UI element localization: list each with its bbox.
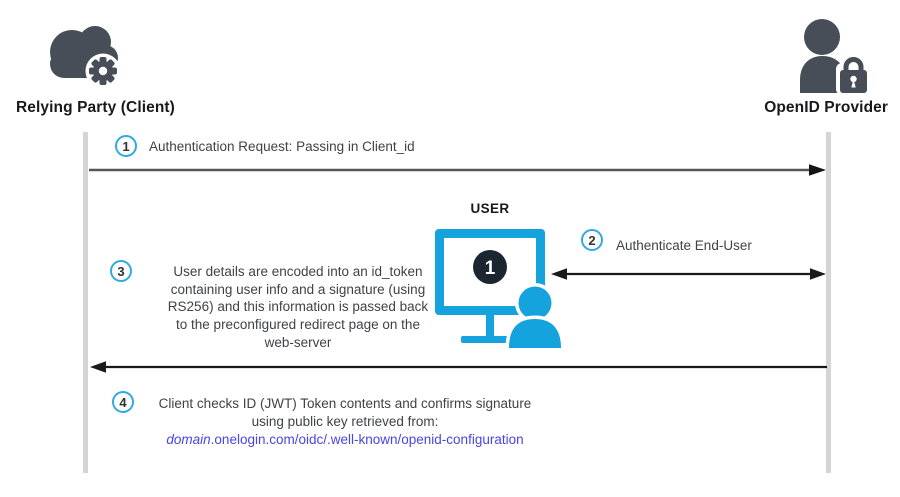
step4-number: 4 xyxy=(119,394,127,410)
lock-icon xyxy=(836,60,871,96)
openid-provider-label: OpenID Provider xyxy=(764,99,888,116)
step4-line2: using public key retrieved from: xyxy=(251,413,439,429)
lifeline-openid-provider xyxy=(826,132,831,473)
step3-line4: to the preconfigured redirect page on the xyxy=(176,317,420,333)
step3-number: 3 xyxy=(117,263,125,279)
cloud-gear-icon xyxy=(44,14,124,94)
step3-label xyxy=(143,263,453,352)
screen-badge-number: 1 xyxy=(484,258,496,279)
user-person-icon xyxy=(509,287,561,349)
step4-line1: Client checks ID (JWT) Token contents and confirms signature xyxy=(158,396,532,411)
user-label: USER xyxy=(470,201,510,216)
step3-line1: User details are encoded into an id_token xyxy=(173,264,423,279)
lifeline-relying-party xyxy=(83,132,88,473)
step3-number-badge xyxy=(110,260,132,282)
user-lock-icon xyxy=(796,16,872,96)
step4-label xyxy=(125,395,565,448)
step1-number: 1 xyxy=(122,138,130,154)
step2-number-badge xyxy=(581,229,603,251)
openid-configuration-link[interactable] xyxy=(125,431,565,449)
arrow-step3-left xyxy=(88,360,828,374)
step3-line5: web-server xyxy=(264,334,332,350)
step2-number: 2 xyxy=(588,232,596,248)
gear-icon xyxy=(89,57,117,85)
step3-line3: RS256) and this information is passed back xyxy=(167,299,429,315)
step3-line2: containing user info and a signature (using xyxy=(170,281,426,297)
arrow-step1-right xyxy=(87,163,827,177)
link-path-part: .onelogin.com/oidc/.well-known/openid-configuration xyxy=(210,431,524,447)
step1-number-badge xyxy=(115,135,137,157)
step1-label: Authentication Request: Passing in Client_id xyxy=(149,139,415,154)
relying-party-label: Relying Party (Client) xyxy=(16,99,175,116)
step2-label: Authenticate End-User xyxy=(616,238,752,253)
arrow-step2-bidirectional xyxy=(549,267,828,281)
link-domain-part: domain xyxy=(166,431,211,447)
